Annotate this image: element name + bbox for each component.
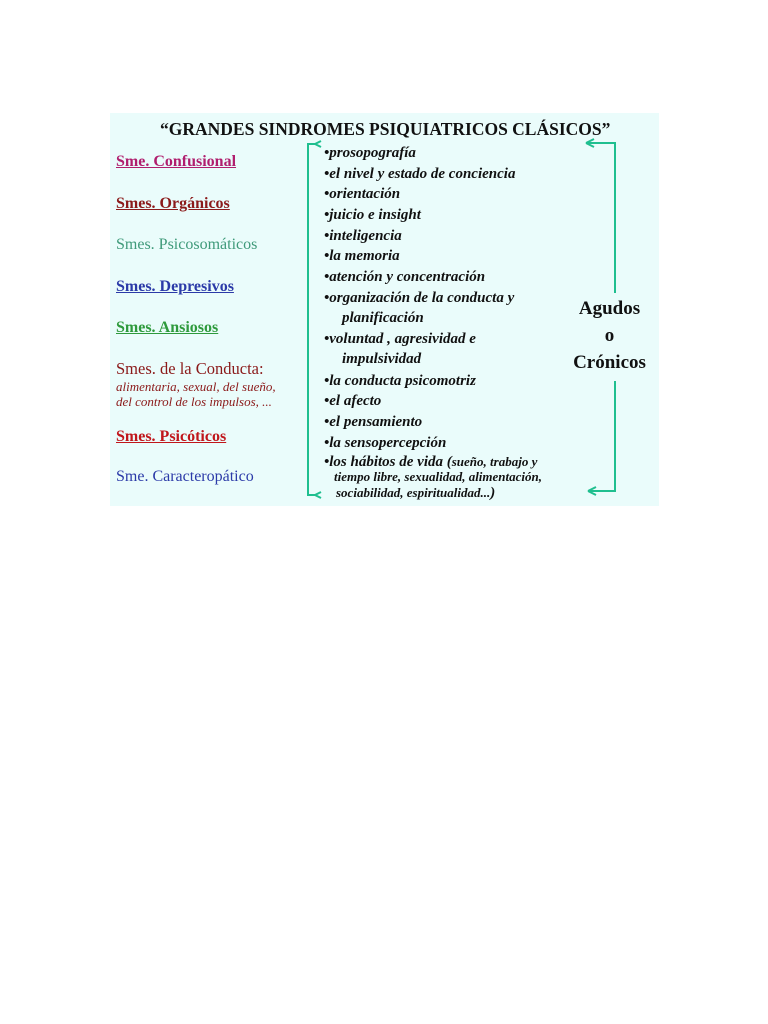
left-brace (308, 144, 315, 495)
o-label: o (604, 325, 615, 346)
right-bracket-top (586, 143, 615, 293)
item-atencion: •atención y concentración (324, 269, 486, 285)
item-nivel-conciencia: •el nivel y estado de conciencia (324, 166, 516, 182)
syndrome-psicoticos: Smes. Psicóticos (116, 428, 227, 445)
habitos-detail-1: sueño, trabajo y (451, 454, 538, 469)
syndrome-psicosomaticos: Smes. Psicosomáticos (116, 236, 258, 253)
habitos-closing-paren: ) (490, 485, 496, 501)
syndrome-ansiosos: Smes. Ansiosos (116, 319, 219, 336)
syndrome-caracteropatico: Sme. Caracteropático (116, 468, 254, 485)
item-voluntad: •voluntad , agresividad e (324, 331, 476, 347)
left-brace-top-arrow-icon (315, 141, 321, 147)
item-planificacion: planificación (342, 310, 424, 326)
item-organizacion: •organización de la conducta y (324, 290, 515, 306)
item-juicio-insight: •juicio e insight (324, 207, 421, 223)
syndrome-depresivos: Smes. Depresivos (116, 278, 234, 295)
syndrome-conducta: Smes. de la Conducta: (116, 359, 264, 378)
bracket-graphics (110, 113, 659, 506)
conducta-detail-line-2: del control de los impulsos, ... (116, 394, 272, 409)
syndrome-organicos: Smes. Orgánicos (116, 195, 230, 212)
syndrome-confusional: Sme. Confusional (116, 153, 237, 170)
item-afecto: •el afecto (324, 393, 382, 409)
habitos-label: •los hábitos de vida ( (324, 454, 452, 470)
habitos-detail-3-text: sociabilidad, espiritualidad... (336, 485, 491, 500)
cronicos-label: Crónicos (573, 352, 646, 373)
item-conducta-psicomotriz: •la conducta psicomotriz (324, 373, 476, 389)
item-pensamiento: •el pensamiento (324, 414, 423, 430)
item-sensopercepcion: •la sensopercepción (324, 435, 447, 451)
item-orientacion: •orientación (324, 186, 401, 202)
item-impulsividad: impulsividad (342, 351, 422, 367)
item-prosopografia: •prosopografía (324, 145, 416, 161)
left-brace-bottom-arrow-icon (315, 492, 321, 498)
slide (110, 113, 659, 506)
item-memoria: •la memoria (324, 248, 400, 264)
item-inteligencia: •inteligencia (324, 228, 402, 244)
conducta-detail-line-1: alimentaria, sexual, del sueño, (116, 379, 276, 394)
agudos-label: Agudos (578, 298, 641, 319)
right-bracket-bottom (588, 381, 615, 491)
slide-title: “GRANDES SINDROMES PSIQUIATRICOS CLÁSICOS” (160, 119, 611, 139)
habitos-detail-2: tiempo libre, sexualidad, alimentación, (334, 469, 542, 484)
